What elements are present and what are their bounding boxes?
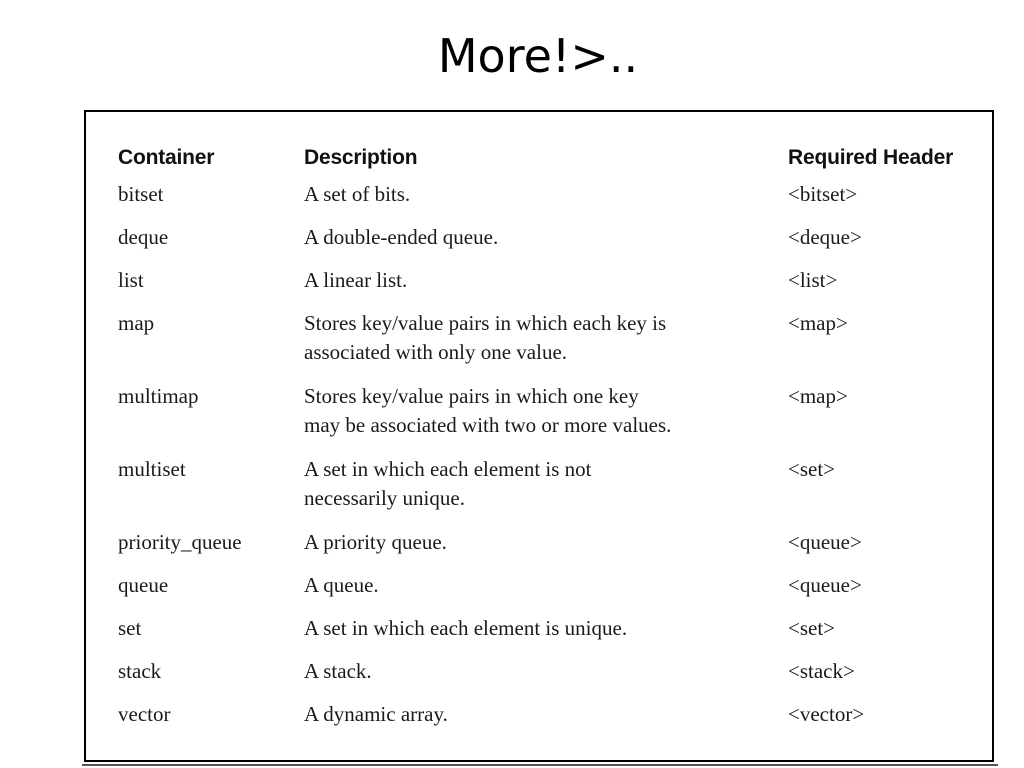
container-description	[304, 455, 788, 528]
required-header: <stack>	[788, 659, 855, 683]
description-line: A priority queue.	[304, 530, 447, 554]
required-header: <vector>	[788, 702, 865, 726]
required-header: <list>	[788, 268, 838, 292]
container-description	[304, 223, 788, 266]
required-header: <set>	[788, 457, 836, 481]
table-row	[118, 657, 988, 700]
container-description	[304, 382, 788, 455]
container-name: deque	[118, 225, 169, 249]
table-header-row	[118, 140, 988, 180]
container-name: priority_queue	[118, 530, 242, 554]
table-row	[118, 571, 988, 614]
container-name: map	[118, 311, 155, 335]
description-line: A queue.	[304, 573, 379, 597]
container-description	[304, 528, 788, 571]
table-row	[118, 266, 988, 309]
column-header-container: Container	[118, 146, 215, 169]
container-name: multiset	[118, 457, 186, 481]
column-header-description: Description	[304, 146, 418, 169]
container-description	[304, 266, 788, 309]
container-name: multimap	[118, 384, 199, 408]
table-row	[118, 382, 988, 455]
table-row	[118, 700, 988, 743]
description-line: A set in which each element is not	[304, 457, 592, 481]
container-name: bitset	[118, 182, 164, 206]
container-name: vector	[118, 702, 171, 726]
description-line: Stores key/value pairs in which each key is	[304, 311, 667, 335]
description-line: may be associated with two or more values.	[304, 413, 672, 437]
column-header-required-header: Required Header	[788, 146, 954, 169]
container-description	[304, 571, 788, 614]
table-row	[118, 614, 988, 657]
description-line: Stores key/value pairs in which one key	[304, 384, 639, 408]
description-line: necessarily unique.	[304, 486, 465, 510]
table-row	[118, 180, 988, 223]
required-header: <deque>	[788, 225, 862, 249]
container-description	[304, 700, 788, 743]
required-header: <map>	[788, 384, 848, 408]
required-header: <queue>	[788, 530, 862, 554]
description-line: associated with only one value.	[304, 340, 568, 364]
slide-title: More!>..	[437, 29, 639, 83]
container-name: queue	[118, 573, 169, 597]
description-line: A set of bits.	[304, 182, 411, 206]
bottom-divider	[82, 764, 998, 766]
description-line: A stack.	[304, 659, 372, 683]
description-line: A linear list.	[304, 268, 408, 292]
required-header: <map>	[788, 311, 848, 335]
container-table	[118, 140, 988, 743]
container-description	[304, 614, 788, 657]
table-row	[118, 528, 988, 571]
table-frame	[84, 110, 994, 762]
table-row	[118, 223, 988, 266]
required-header: <queue>	[788, 573, 862, 597]
description-line: A dynamic array.	[304, 702, 448, 726]
container-name: set	[118, 616, 142, 640]
container-name: list	[118, 268, 144, 292]
container-description	[304, 180, 788, 223]
required-header: <bitset>	[788, 182, 858, 206]
container-description	[304, 657, 788, 700]
table-row	[118, 455, 988, 528]
container-description	[304, 309, 788, 382]
table-row	[118, 309, 988, 382]
required-header: <set>	[788, 616, 836, 640]
description-line: A double-ended queue.	[304, 225, 499, 249]
description-line: A set in which each element is unique.	[304, 616, 628, 640]
container-name: stack	[118, 659, 162, 683]
